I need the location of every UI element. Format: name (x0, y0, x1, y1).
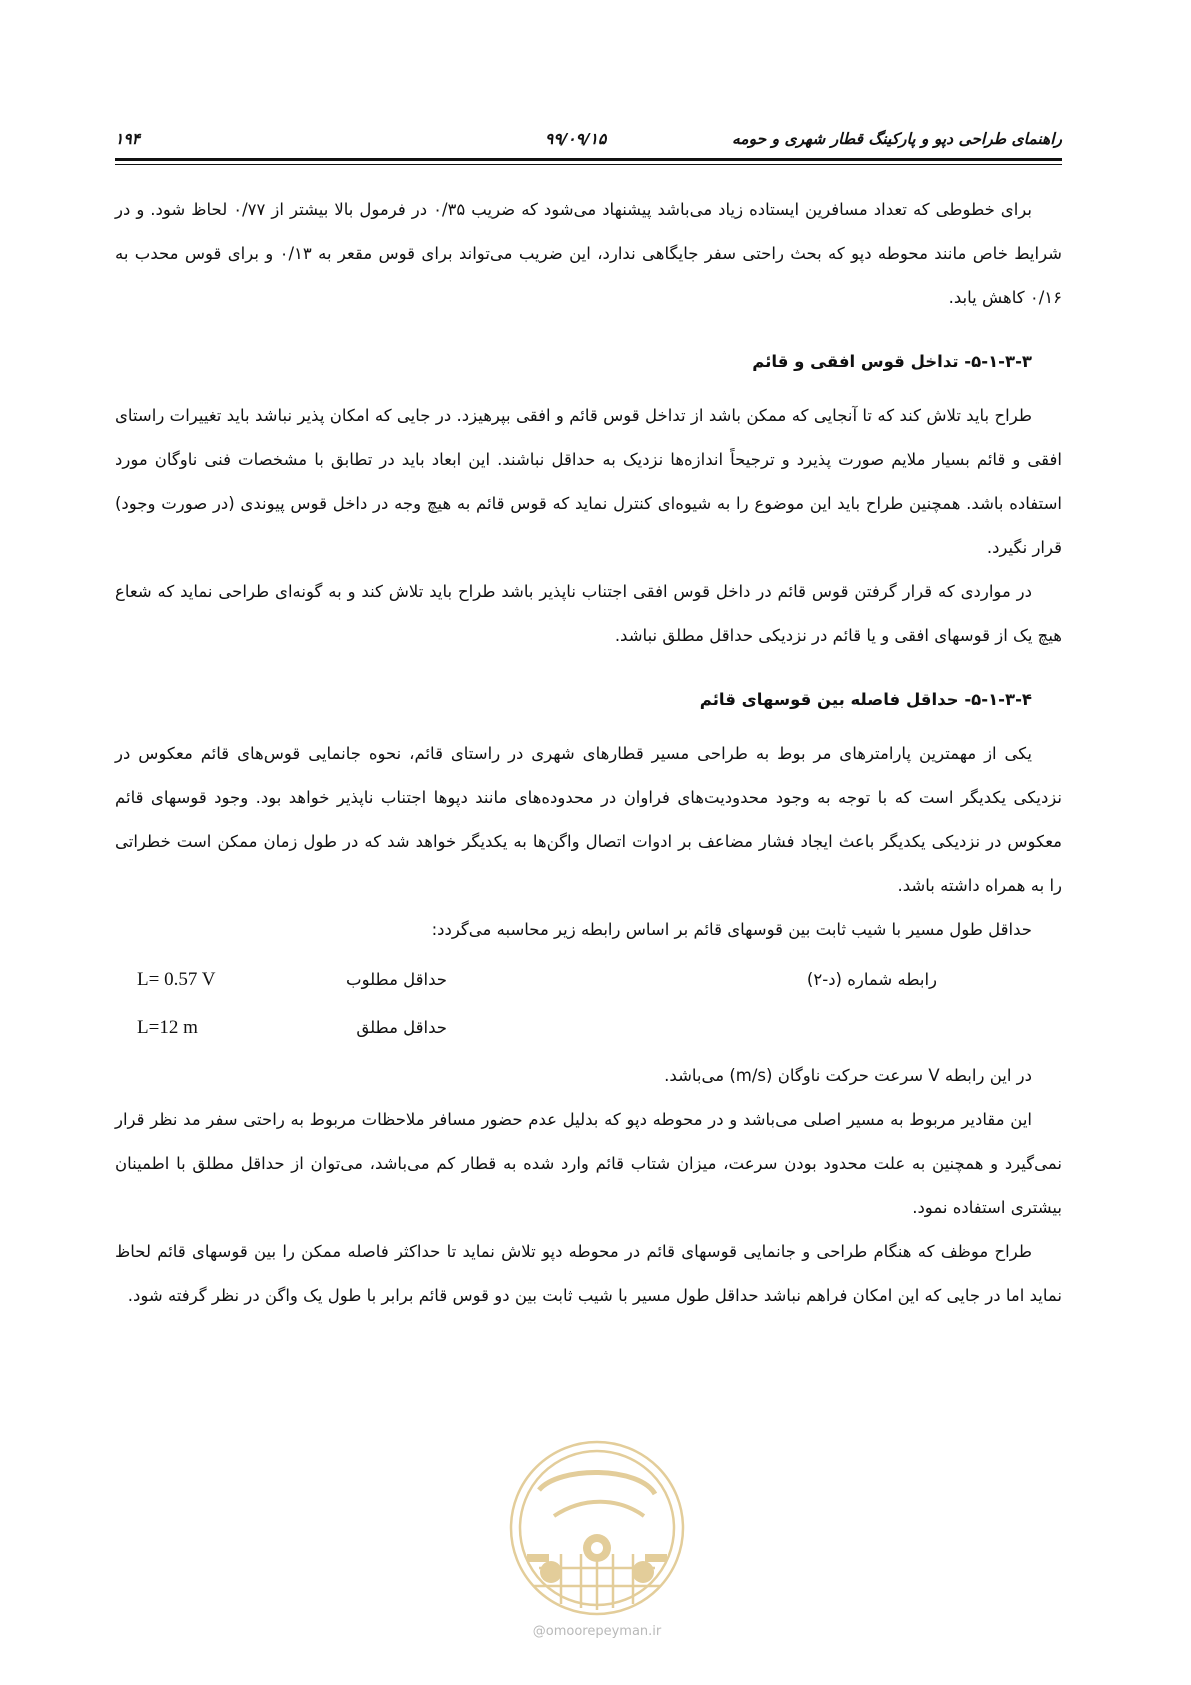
header-rule-thin (115, 164, 1062, 165)
paragraph-overlap-guidance: طراح باید تلاش کند که تا آنجایی که ممکن باشد از تداخل قوس قائم و افقی بپرهیزد. در جایی که امکان پذیر نباشد باید تغییرات راستای افقی و قائم بسیار ملایم صورت پذیرد و ترجیحاً اندازه‌ها نزدیک به حداقل نباشند. این ابعاد باید در تطابق با مشخصات فنی ناوگان مورد استفاده باشد. همچنین طراح باید این موضوع را به شیوه‌ای کنترل نماید که قوس قائم به هیچ وجه در داخل قوس پیوندی (در صورت وجود) قرار نگیرد. (115, 406, 1062, 557)
watermark-url: @omoorepeyman.ir (532, 1624, 662, 1639)
document-date: ۹۹/۰۹/۱۵ (545, 130, 607, 148)
formula-type-absolute: حداقل مطلق (356, 1018, 447, 1037)
page-header (115, 130, 1062, 154)
paragraph-reverse-curves: یکی از مهمترین پارامترهای مر بوط به طراحی مسیر قطارهای شهری در راستای قائم، نحوه جانمایی قوس‌های قائم معکوس در نزدیکی یکدیگر است که با توجه به وجود محدودیت‌های فراوان در محدوده‌های مانند دپوها اجتناب ناپذیر خواهد بود. وجود قوسهای قائم معکوس در نزدیکی یکدیگر باعث ایجاد فشار مضاعف بر ادوات اتصال واگن‌ها به یکدیگر خواهد شد که در طول زمان ممکن است خطراتی را به همراه داشته باشد. (115, 744, 1062, 895)
formula-row-absolute (115, 1006, 1062, 1054)
header-rule-thick (115, 158, 1062, 161)
formula-label: رابطه شماره (د-۲) (806, 970, 937, 989)
formula-type-desirable: حداقل مطلوب (346, 970, 447, 989)
watermark-seal-logo (499, 1436, 695, 1641)
paragraph-overlap-exception: در مواردی که قرار گرفتن قوس قائم در داخل قوس افقی اجتناب ناپذیر باشد طراح باید تلاش کند و به گونه‌ای طراحی نماید که شعاع هیچ یک از قوسهای افقی و یا قائم در نزدیکی حداقل مطلق نباشد. (115, 582, 1062, 645)
document-body (115, 188, 1062, 1318)
formula-equation-absolute: L=12 m (137, 1017, 198, 1038)
paragraph-designer-obligation: طراح موظف که هنگام طراحی و جانمایی قوسهای قائم در محوطه دپو تلاش نماید تا حداکثر فاصله ممکن را بین قوسهای قائم لحاظ نماید اما در جایی که این امکان فراهم نباشد حداقل طول مسیر با شیب ثابت بین دو قوس قائم برابر با طول یک واگن در نظر گرفته شود. (115, 1242, 1062, 1305)
paragraph-min-length-intro: حداقل طول مسیر با شیب ثابت بین قوسهای قائم بر اساس رابطه زیر محاسبه می‌گردد: (431, 920, 1032, 939)
document-title: راهنمای طراحی دپو و پارکینگ قطار شهری و حومه (732, 130, 1062, 148)
section-heading-curve-overlap: ۵-۱-۳-۳- تداخل قوس افقی و قائم (752, 352, 1032, 371)
paragraph-formula-note: در این رابطه V سرعت حرکت ناوگان (m/s) می‌باشد. (664, 1066, 1032, 1085)
paragraph-depot-values: این مقادیر مربوط به مسیر اصلی می‌باشد و در محوطه دپو که بدلیل عدم حضور مسافر ملاحظات مربوط به راحتی سفر مد نظر قرار نمی‌گیرد و همچنین به علت محدود بودن سرعت، میزان شتاب قائم وارد شده به قطار کم می‌باشد، می‌توان از حداقل مطلق با اطمینان بیشتری استفاده نمود. (115, 1110, 1062, 1217)
page-number: ۱۹۴ (115, 130, 140, 148)
paragraph-coefficient: برای خطوطی که تعداد مسافرین ایستاده زیاد می‌باشد پیشنهاد می‌شود که ضریب ۰/۳۵ در فرمول بالا بیشتر از ۰/۷۷ لحاظ شود. و در شرایط خاص مانند محوطه دپو که بحث راحتی سفر جایگاهی ندارد، این ضریب می‌تواند برای قوس مقعر به ۰/۱۳ و برای قوس محدب به ۰/۱۶ کاهش یابد. (115, 200, 1063, 307)
section-heading-min-distance: ۵-۱-۳-۴- حداقل فاصله بین قوسهای قائم (699, 690, 1032, 709)
formula-row-desirable (115, 958, 1062, 1006)
formula-equation-desirable: L= 0.57 V (137, 969, 216, 990)
